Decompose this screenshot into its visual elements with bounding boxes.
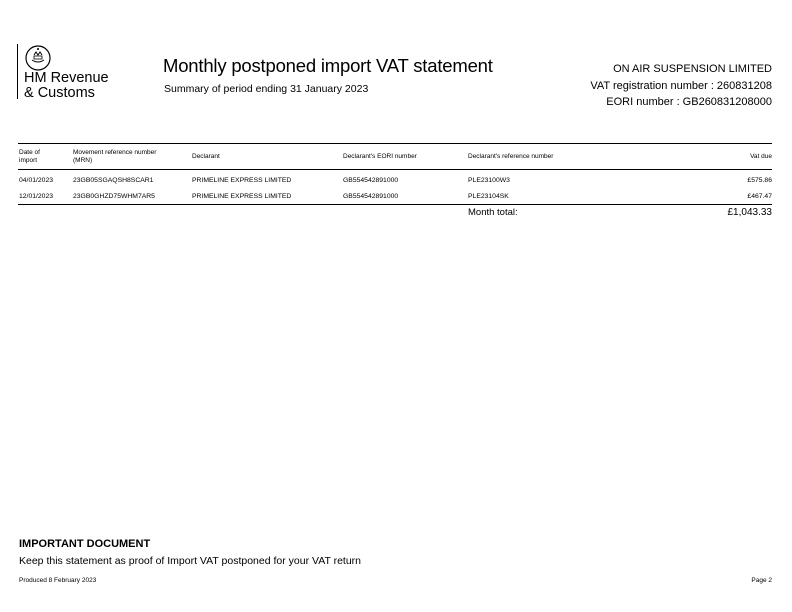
proof-note: Keep this statement as proof of Import VAT postponed for your VAT return bbox=[19, 555, 362, 567]
table-bottom-rule bbox=[18, 204, 772, 205]
row2-mrn: 23GB0GHZD75WHM7AR5 bbox=[73, 193, 155, 200]
table-top-rule bbox=[18, 143, 772, 144]
row1-declarant: PRIMELINE EXPRESS LIMITED bbox=[192, 177, 292, 184]
period-summary: Summary of period ending 31 January 2023 bbox=[164, 83, 369, 95]
col-header-declarant-ref: Declarant's reference number bbox=[468, 153, 554, 160]
row2-declarant-ref: PLE23104SK bbox=[468, 193, 509, 200]
row1-mrn: 23GB05SGAQSH8SCAR1 bbox=[73, 177, 154, 184]
row1-date: 04/01/2023 bbox=[19, 177, 54, 184]
vat-registration-number: VAT registration number : 260831208 bbox=[590, 80, 772, 92]
col-header-date-line1: Date of bbox=[19, 149, 40, 156]
col-header-vat-due: Vat due bbox=[750, 153, 772, 160]
month-total-label: Month total: bbox=[468, 207, 518, 218]
row2-declarant-eori: GB554542891000 bbox=[343, 193, 399, 200]
col-header-declarant-eori: Declarant's EORI number bbox=[343, 153, 417, 160]
page-number: Page 2 bbox=[751, 577, 772, 584]
eori-number: EORI number : GB260831208000 bbox=[606, 96, 772, 108]
page-title: Monthly postponed import VAT statement bbox=[163, 55, 493, 76]
hmrc-crest-icon bbox=[24, 44, 52, 72]
row1-vat-due: £575.86 bbox=[747, 177, 772, 184]
col-header-declarant: Declarant bbox=[192, 153, 220, 160]
logo-text-line2: & Customs bbox=[24, 85, 95, 101]
row1-declarant-eori: GB554542891000 bbox=[343, 177, 399, 184]
row2-declarant: PRIMELINE EXPRESS LIMITED bbox=[192, 193, 292, 200]
col-header-mrn-line1: Movement reference number bbox=[73, 149, 157, 156]
row2-vat-due: £467.47 bbox=[747, 193, 772, 200]
month-total-value: £1,043.33 bbox=[727, 207, 772, 218]
logo-text-line1: HM Revenue bbox=[24, 70, 109, 86]
col-header-date-line2: import bbox=[19, 157, 38, 164]
logo-divider bbox=[17, 44, 18, 99]
company-name: ON AIR SUSPENSION LIMITED bbox=[613, 63, 772, 75]
row2-date: 12/01/2023 bbox=[19, 193, 54, 200]
col-header-mrn-line2: (MRN) bbox=[73, 157, 93, 164]
produced-date: Produced 8 February 2023 bbox=[19, 577, 97, 584]
important-document-heading: IMPORTANT DOCUMENT bbox=[19, 538, 151, 550]
row1-declarant-ref: PLE23100W3 bbox=[468, 177, 510, 184]
table-header-rule bbox=[18, 169, 772, 170]
